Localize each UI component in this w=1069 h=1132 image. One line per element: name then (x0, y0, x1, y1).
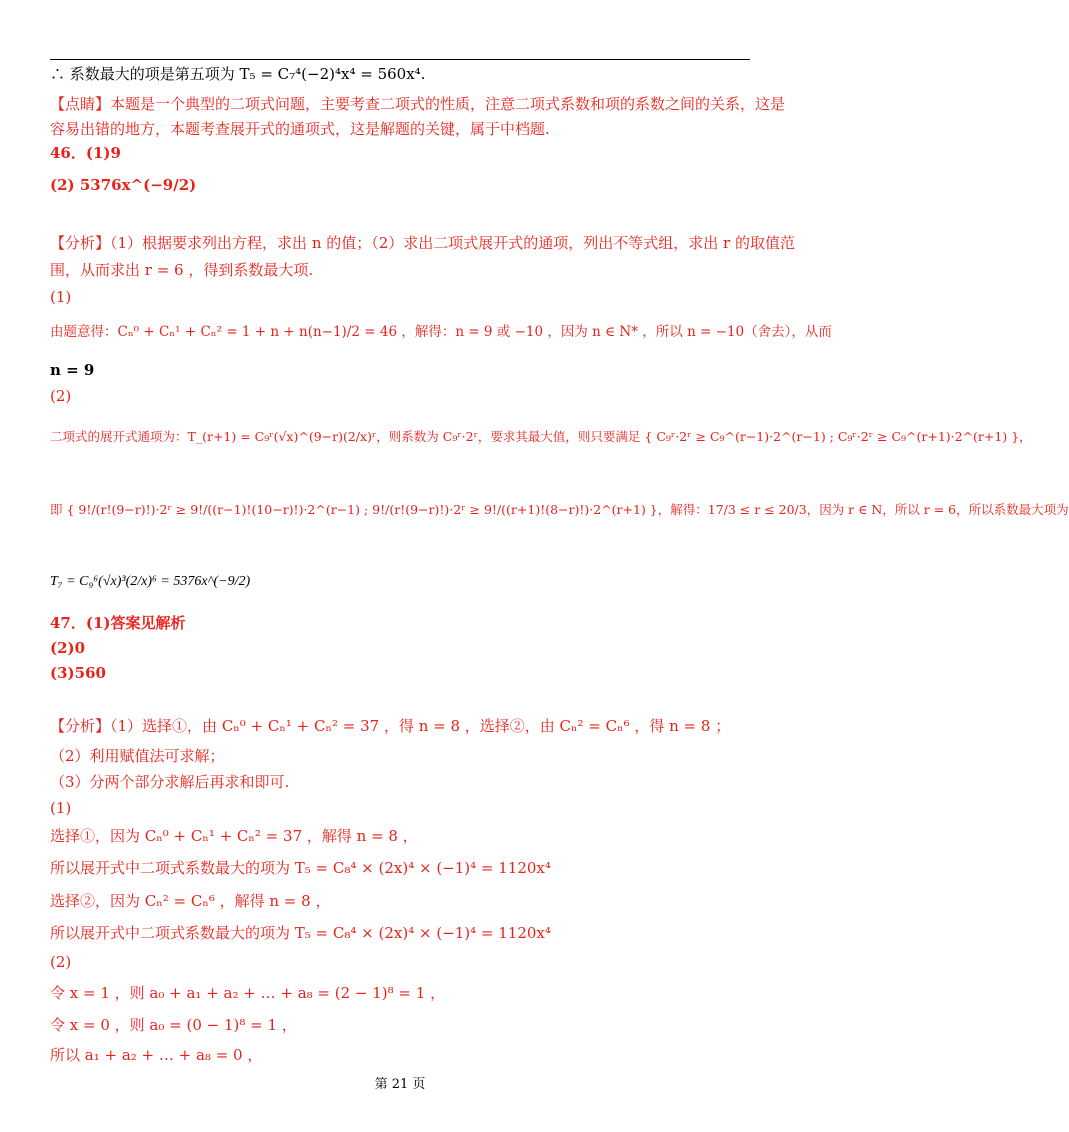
sum-result: 所以 a₁ + a₂ + … + a₈ = 0 ， (50, 1046, 263, 1064)
part-label-2: (2) (50, 387, 72, 405)
part-label-1: (1) (50, 288, 72, 306)
answer-46-1: 46．(1)9 (50, 144, 121, 162)
comment-line-1: 【点睛】本题是一个典型的二项式问题，主要考查二项式的性质，注意二项式系数和项的系数之间的关系，这是 (50, 95, 786, 113)
page-number: 第 21 页 (374, 1077, 426, 1092)
assign-x-0: 令 x = 0 ，则 a₀ = (0 − 1)⁸ = 1 ， (50, 1016, 297, 1034)
analysis-46-line-2: 围，从而求出 r = 6 ，得到系数最大项. (50, 261, 314, 279)
result-n: n = 9 (50, 361, 95, 379)
solution-46-2-inequalities: 即 { 9!/(r!(9−r)!)·2ʳ ≥ 9!/((r−1)!(10−r)!)·2^(r−1) ; 9!/(r!(9−r)!)·2ʳ ≥ 9!/((r+1)!(8−r)!)·2^(r+1) }，解得：17/3 ≤ r ≤ 20/3，因为 r ∈ N，所以 r = 6，所以系数最大项为 (50, 502, 1069, 517)
choice-1-result: 所以展开式中二项式系数最大的项为 T₅ = C₈⁴ × (2x)⁴ × (−1)⁴ = 1120x⁴ (50, 859, 551, 877)
choice-1-line: 选择①，因为 Cₙ⁰ + Cₙ¹ + Cₙ² = 37 ，解得 n = 8 ， (50, 827, 418, 845)
analysis-46-line-1: 【分析】（1）根据要求列出方程，求出 n 的值；（2）求出二项式展开式的通项，列出不等式组，求出 r 的取值范 (50, 234, 795, 252)
solution-46-2-general-term: 二项式的展开式通项为：T_(r+1) = C₉ʳ(√x)^(9−r)(2/x)ʳ，则系数为 C₉ʳ·2ʳ，要求其最大值，则只要满足 { C₉ʳ·2ʳ ≥ C₉^(r−1)·2^(r−1) ; C₉ʳ·2ʳ ≥ C₉^(r+1)·2^(r+1) }， (50, 429, 1032, 444)
analysis-47-line-3: （3）分两个部分求解后再求和即可. (50, 773, 290, 791)
answer-47-2: (2)0 (50, 639, 86, 657)
max-term-formula: T₇ = C₉⁶(√x)³(2/x)⁶ = 5376x^(−9/2) (50, 574, 251, 589)
comment-line-2: 容易出错的地方，本题考查展开式的通项式，这是解题的关键，属于中档题. (50, 120, 550, 138)
analysis-47-line-1: 【分析】（1）选择①，由 Cₙ⁰ + Cₙ¹ + Cₙ² = 37 ，得 n = 8 ，选择②，由 Cₙ² = Cₙ⁶ ，得 n = 8 ； (50, 717, 731, 735)
choice-2-result: 所以展开式中二项式系数最大的项为 T₅ = C₈⁴ × (2x)⁴ × (−1)⁴ = 1120x⁴ (50, 924, 551, 942)
solution-46-1: 由题意得：Cₙ⁰ + Cₙ¹ + Cₙ² = 1 + n + n(n−1)/2 = 46 ，解得：n = 9 或 −10 ，因为 n ∈ N* ，所以 n = −10（舍去），从而 (50, 324, 832, 340)
top-rule (50, 59, 750, 60)
answer-46-2: (2) 5376x^(−9/2) (50, 176, 197, 194)
assign-x-1: 令 x = 1 ，则 a₀ + a₁ + a₂ + … + a₈ = (2 − 1)⁸ = 1 ， (50, 984, 446, 1002)
prev-conclusion: ∴ 系数最大的项是第五项为 T₅ = C₇⁴(−2)⁴x⁴ = 560x⁴. (50, 65, 426, 83)
answer-47-3: (3)560 (50, 664, 106, 682)
answer-47-1: 47．(1)答案见解析 (50, 614, 186, 632)
part-label-47-1: (1) (50, 799, 72, 817)
part-label-47-2: (2) (50, 953, 72, 971)
analysis-47-line-2: （2）利用赋值法可求解； (50, 747, 225, 765)
choice-2-line: 选择②，因为 Cₙ² = Cₙ⁶ ，解得 n = 8 ， (50, 892, 331, 910)
